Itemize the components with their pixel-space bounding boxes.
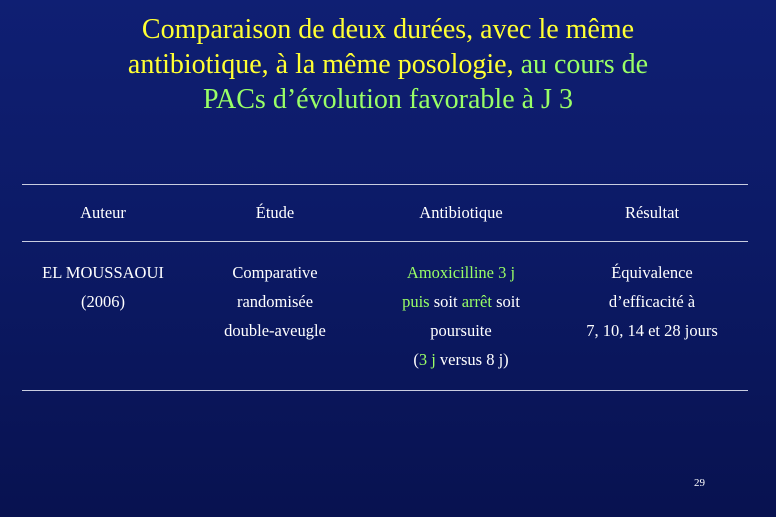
cell-antibiotique-line-1 <box>366 258 556 287</box>
cell-resultat-line: Équivalence <box>611 263 693 282</box>
header-auteur: Auteur <box>80 203 126 222</box>
page-number: 29 <box>694 477 705 489</box>
title-line-1-text: Comparaison de deux durées, avec le même <box>141 14 635 45</box>
antibiotic-soit-2: soit <box>491 292 520 311</box>
title-line-3-text: PACs d’évolution favorable à J 3 <box>203 84 573 115</box>
table-top-rule <box>22 184 748 185</box>
title-line-2-green: au cours de <box>513 49 649 80</box>
cell-etude-line: randomisée <box>236 292 314 311</box>
antibiotic-name: Amoxicilline 3 j <box>406 263 516 282</box>
title-line-2 <box>0 47 776 82</box>
cell-auteur-line: EL MOUSSAOUI <box>42 263 164 282</box>
cell-resultat-line: d’efficacité à <box>608 292 696 311</box>
antibiotic-poursuite: poursuite <box>430 321 492 340</box>
cell-etude-line: Comparative <box>232 263 318 282</box>
cell-resultat-line: 7, 10, 14 et 28 jours <box>586 321 718 340</box>
header-rule <box>22 241 748 242</box>
header-antibiotique: Antibiotique <box>419 203 503 222</box>
antibiotic-versus: versus 8 j) <box>435 350 509 369</box>
cell-auteur <box>22 258 184 316</box>
cell-etude-line: double-aveugle <box>224 321 326 340</box>
cell-antibiotique-line-3 <box>366 316 556 345</box>
cell-antibiotique <box>366 258 556 374</box>
antibiotic-soit-1: soit <box>429 292 462 311</box>
slide-title <box>0 12 776 117</box>
antibiotic-paren-open: ( <box>413 350 419 369</box>
antibiotic-arret: arrêt <box>461 292 492 311</box>
cell-resultat <box>556 258 748 345</box>
antibiotic-3j: 3 j <box>418 350 436 369</box>
title-line-3 <box>0 82 776 117</box>
title-line-2-yellow: antibiotique, à la même posologie, <box>127 49 514 80</box>
cell-auteur-line: (2006) <box>81 292 125 311</box>
table-bottom-rule <box>22 390 748 391</box>
title-line-1 <box>0 12 776 47</box>
cell-antibiotique-line-2 <box>366 287 556 316</box>
header-resultat: Résultat <box>624 203 680 222</box>
antibiotic-puis: puis <box>402 292 430 311</box>
cell-antibiotique-line-4 <box>366 345 556 374</box>
header-etude: Étude <box>255 203 295 222</box>
cell-etude <box>184 258 366 345</box>
